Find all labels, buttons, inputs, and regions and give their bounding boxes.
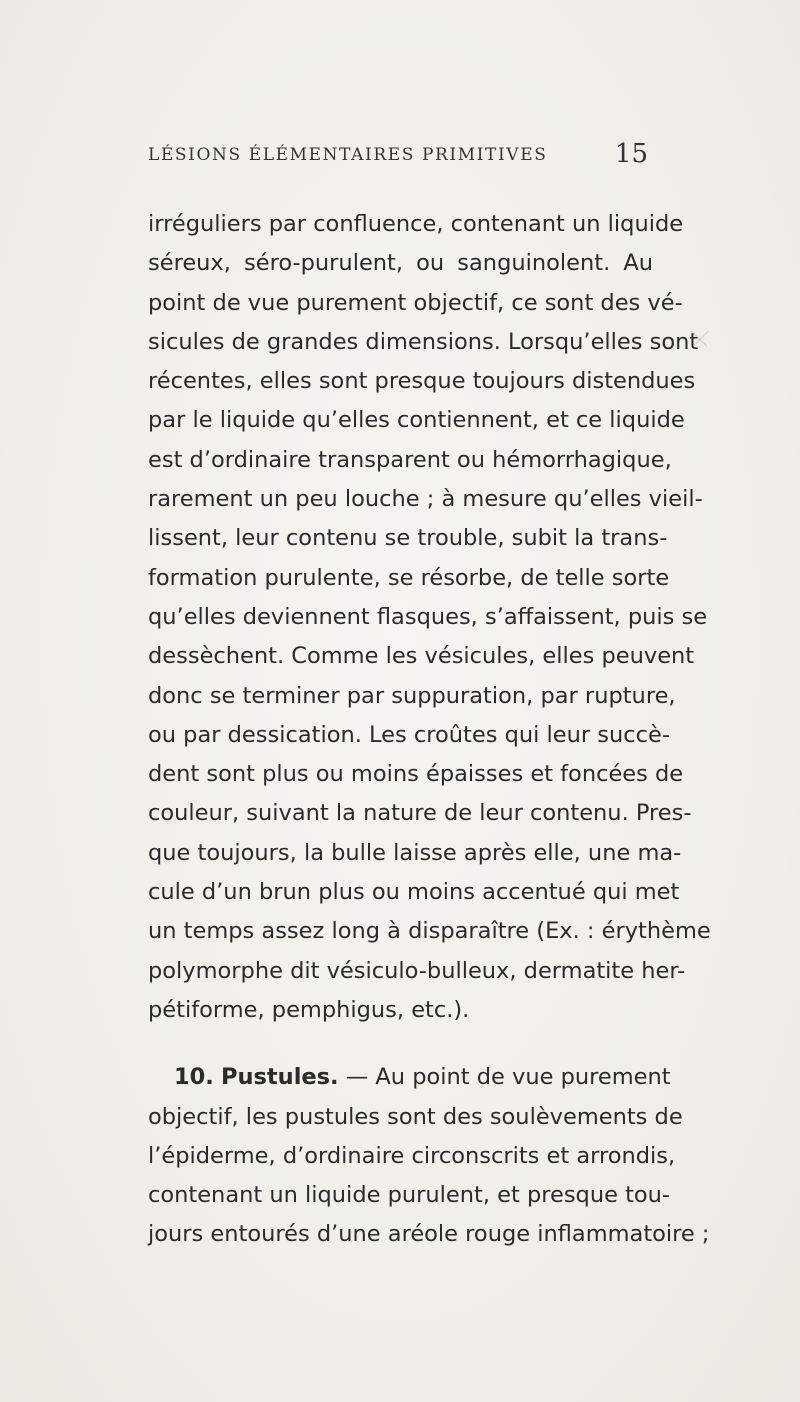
paragraph-bulles-continued [148,205,711,1030]
text-line: point de vue purement objectif, ce sont des vé- [148,289,683,316]
text-line: ou par dessication. Les croûtes qui leur succè- [148,721,670,748]
text-line: sicules de grandes dimensions. Lorsqu’elles sont [148,328,699,355]
text-line: qu’elles deviennent flasques, s’affaissent, puis se [148,603,708,630]
text-line: que toujours, la bulle laisse après elle, une ma- [148,839,682,866]
text-line: pétiforme, pemphigus, etc.). [148,996,470,1023]
text-line: jours entourés d’une aréole rouge inflammatoire ; [148,1221,710,1248]
text-line: formation purulente, se résorbe, de telle sorte [148,564,670,591]
text-line: cule d’un brun plus ou moins accentué qui met [148,879,680,906]
text-line: contenant un liquide purulent, et presque tou- [148,1182,671,1209]
text-line: est d’ordinaire transparent ou hémorrhagique, [148,446,672,473]
text-line: par le liquide qu’elles contiennent, et ce liquide [148,407,685,434]
section-number: 10. [174,1064,214,1091]
running-title: LÉSIONS ÉLÉMENTAIRES PRIMITIVES [148,145,548,165]
text-line: irréguliers par confluence, contenant un liquide [148,211,684,237]
text-line: dessèchent. Comme les vésicules, elles peuvent [148,643,695,670]
text-line: objectif, les pustules sont des soulèvements de [148,1103,683,1130]
paragraph-pustules [148,1058,710,1254]
section-first-line-text: — Au point de vue purement [345,1064,671,1091]
text-line: séreux, séro-purulent, ou sanguinolent. Au [148,250,653,277]
running-head [148,139,648,169]
text-line: rarement un peu louche ; à mesure qu’elles vieil- [148,486,703,513]
text-line: polymorphe dit vésiculo-bulleux, dermatite her- [148,957,686,984]
text-line: couleur, suivant la nature de leur contenu. Pres- [148,800,692,827]
text-line: l’épiderme, d’ordinaire circonscrits et arrondis, [148,1142,676,1169]
section-title: Pustules. [221,1064,339,1091]
text-line: dent sont plus ou moins épaisses et foncées de [148,761,684,788]
text-line: donc se terminer par suppuration, par rupture, [148,682,676,709]
body-text [148,205,711,1255]
paragraph-gap [148,1030,653,1058]
text-line: un temps assez long à disparaître (Ex. : érythème [148,918,711,945]
text-line: récentes, elles sont presque toujours distendues [148,368,696,395]
section-heading-line [148,1058,671,1097]
page-number: 15 [614,139,648,169]
text-line: lissent, leur contenu se trouble, subit la trans- [148,525,668,552]
